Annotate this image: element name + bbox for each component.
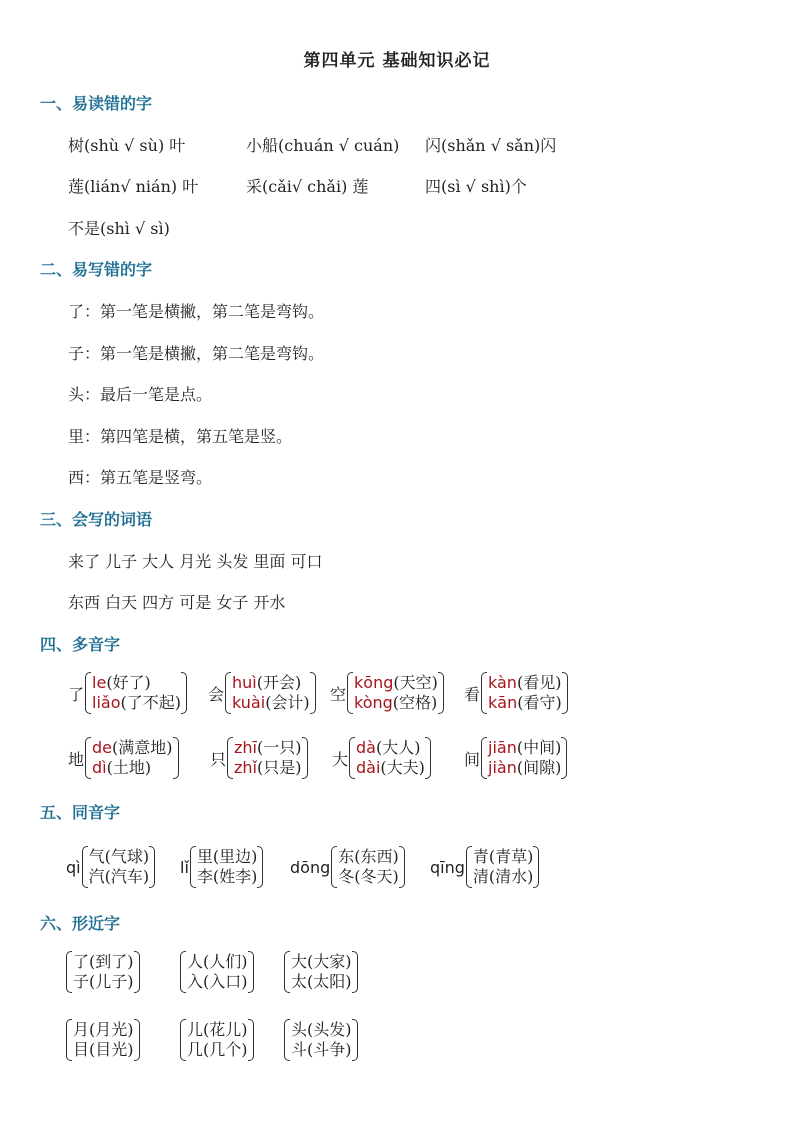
page-title: 第四单元 基础知识必记: [303, 51, 491, 71]
homophone-group: [66, 846, 155, 888]
word-list-row: 东西 白天 四方 可是 女子 开水: [68, 593, 286, 612]
similar-char-group: [284, 1019, 358, 1061]
homophone-word: 冬(冬天): [338, 867, 399, 886]
polyphone-group: [210, 737, 308, 779]
homophone-word: 青(青草): [472, 847, 534, 866]
easy-misread-item: 小船(chuán √ cuán): [246, 136, 400, 155]
similar-char-group: [66, 1019, 140, 1061]
example-word: (看守): [517, 693, 562, 712]
polyphone-group: [68, 737, 179, 779]
similar-char-word: 月(月光): [73, 1020, 134, 1039]
pinyin: kàn: [488, 673, 517, 692]
similar-char-word: 入(入口): [187, 972, 248, 991]
pinyin: de: [92, 738, 113, 757]
similar-char-group: [180, 1019, 254, 1061]
brace: [180, 1019, 254, 1061]
brace: [349, 737, 431, 779]
brace: [190, 846, 264, 888]
example-word: (间隙): [516, 758, 562, 777]
brace: [66, 951, 140, 993]
brace: [331, 846, 405, 888]
example-word: (了不起): [120, 693, 181, 712]
easy-miswrite-item: 里：第四笔是横，第五笔是竖。: [68, 427, 293, 446]
brace: [225, 672, 316, 714]
pinyin: dì: [92, 758, 107, 777]
easy-miswrite-item: 了：第一笔是横撇，第二笔是弯钩。: [68, 302, 325, 321]
pinyin: kōng: [354, 673, 394, 692]
similar-char-group: [66, 951, 140, 993]
section-heading-4: 四、多音字: [40, 635, 121, 654]
similar-char-word: 了(到了): [73, 952, 134, 971]
example-word: (好了): [106, 673, 151, 692]
polyphone-char: 地: [68, 749, 85, 769]
pinyin: kòng: [354, 693, 393, 712]
example-word: (一只): [257, 738, 302, 757]
pinyin: jiàn: [488, 758, 517, 777]
example-word: (天空): [393, 673, 438, 692]
polyphone-char: 只: [210, 749, 227, 769]
polyphone-char: 了: [68, 684, 85, 704]
pinyin: dài: [356, 758, 381, 777]
polyphone-char: 空: [330, 684, 347, 704]
homophone-group: [180, 846, 263, 888]
section-heading-2: 二、易写错的字: [40, 260, 153, 279]
homophone-word: 清(清水): [472, 867, 534, 886]
brace: [180, 951, 254, 993]
brace: [85, 672, 187, 714]
example-word: (空格): [392, 693, 438, 712]
homophone-group: [430, 846, 539, 888]
homophone-pinyin: qì: [66, 857, 81, 877]
homophone-pinyin: qīng: [430, 857, 465, 877]
example-word: (土地): [106, 758, 152, 777]
polyphone-group: [464, 672, 568, 714]
homophone-word: 气(气球): [88, 847, 150, 866]
brace: [481, 672, 568, 714]
pinyin: zhǐ: [234, 758, 257, 777]
example-word: (大夫): [380, 758, 425, 777]
pinyin: le: [92, 673, 107, 692]
similar-char-word: 子(儿子): [73, 972, 134, 991]
pinyin: huì: [232, 673, 257, 692]
pinyin: kān: [488, 693, 518, 712]
similar-char-word: 斗(斗争): [291, 1040, 352, 1059]
example-word: (只是): [257, 758, 302, 777]
homophone-word: 李(姓李): [196, 867, 258, 886]
polyphone-group: [208, 672, 316, 714]
word-list-row: 来了 儿子 大人 月光 头发 里面 可口: [68, 552, 323, 571]
pinyin: kuài: [232, 693, 266, 712]
easy-miswrite-item: 子：第一笔是横撇，第二笔是弯钩。: [68, 344, 325, 363]
similar-char-group: [180, 951, 254, 993]
easy-misread-item: 四(sì √ shì)个: [425, 177, 527, 196]
similar-char-word: 人(人们): [187, 952, 248, 971]
polyphone-group: [330, 672, 444, 714]
similar-char-group: [284, 951, 358, 993]
easy-misread-item: 莲(lián√ nián) 叶: [68, 177, 199, 196]
polyphone-group: [332, 737, 431, 779]
easy-misread-item: 闪(shǎn √ sǎn)闪: [425, 136, 557, 155]
brace: [85, 737, 179, 779]
brace: [284, 1019, 358, 1061]
polyphone-char: 大: [332, 749, 349, 769]
section-heading-3: 三、会写的词语: [40, 510, 153, 529]
similar-char-word: 儿(花儿): [187, 1020, 248, 1039]
brace: [347, 672, 444, 714]
polyphone-group: [68, 672, 187, 714]
easy-miswrite-item: 头：最后一笔是点。: [68, 385, 213, 404]
pinyin: jiān: [488, 738, 517, 757]
homophone-group: [290, 846, 405, 888]
brace: [466, 846, 540, 888]
example-word: (会计): [265, 693, 310, 712]
similar-char-word: 几(几个): [187, 1040, 248, 1059]
easy-miswrite-item: 西：第五笔是竖弯。: [68, 468, 213, 487]
example-word: (中间): [516, 738, 562, 757]
brace: [481, 737, 567, 779]
homophone-word: 里(里边): [196, 847, 258, 866]
pinyin: liǎo: [92, 693, 121, 712]
example-word: (大人): [375, 738, 421, 757]
example-word: (满意地): [112, 738, 173, 757]
section-heading-5: 五、同音字: [40, 803, 121, 822]
similar-char-word: 大(大家): [291, 952, 352, 971]
polyphone-char: 会: [208, 684, 225, 704]
similar-char-word: 太(太阳): [291, 972, 352, 991]
polyphone-char: 间: [464, 749, 481, 769]
brace: [66, 1019, 140, 1061]
homophone-pinyin: lǐ: [180, 857, 189, 877]
section-heading-1: 一、易读错的字: [40, 94, 153, 113]
homophone-word: 汽(汽车): [88, 867, 150, 886]
easy-misread-item: 采(cǎi√ chǎi) 莲: [246, 177, 369, 196]
brace: [227, 737, 307, 779]
section-heading-6: 六、形近字: [40, 914, 121, 933]
similar-char-word: 目(目光): [73, 1040, 134, 1059]
polyphone-char: 看: [464, 684, 481, 704]
easy-misread-item: 不是(shì √ sì): [68, 219, 170, 238]
pinyin: dà: [356, 738, 376, 757]
homophone-word: 东(东西): [338, 847, 399, 866]
pinyin: zhī: [234, 738, 257, 757]
homophone-pinyin: dōng: [290, 857, 331, 877]
brace: [284, 951, 358, 993]
brace: [82, 846, 156, 888]
easy-misread-item: 树(shù √ sù) 叶: [68, 136, 186, 155]
polyphone-group: [464, 737, 567, 779]
example-word: (看见): [516, 673, 562, 692]
example-word: (开会): [256, 673, 302, 692]
similar-char-word: 头(头发): [291, 1020, 352, 1039]
